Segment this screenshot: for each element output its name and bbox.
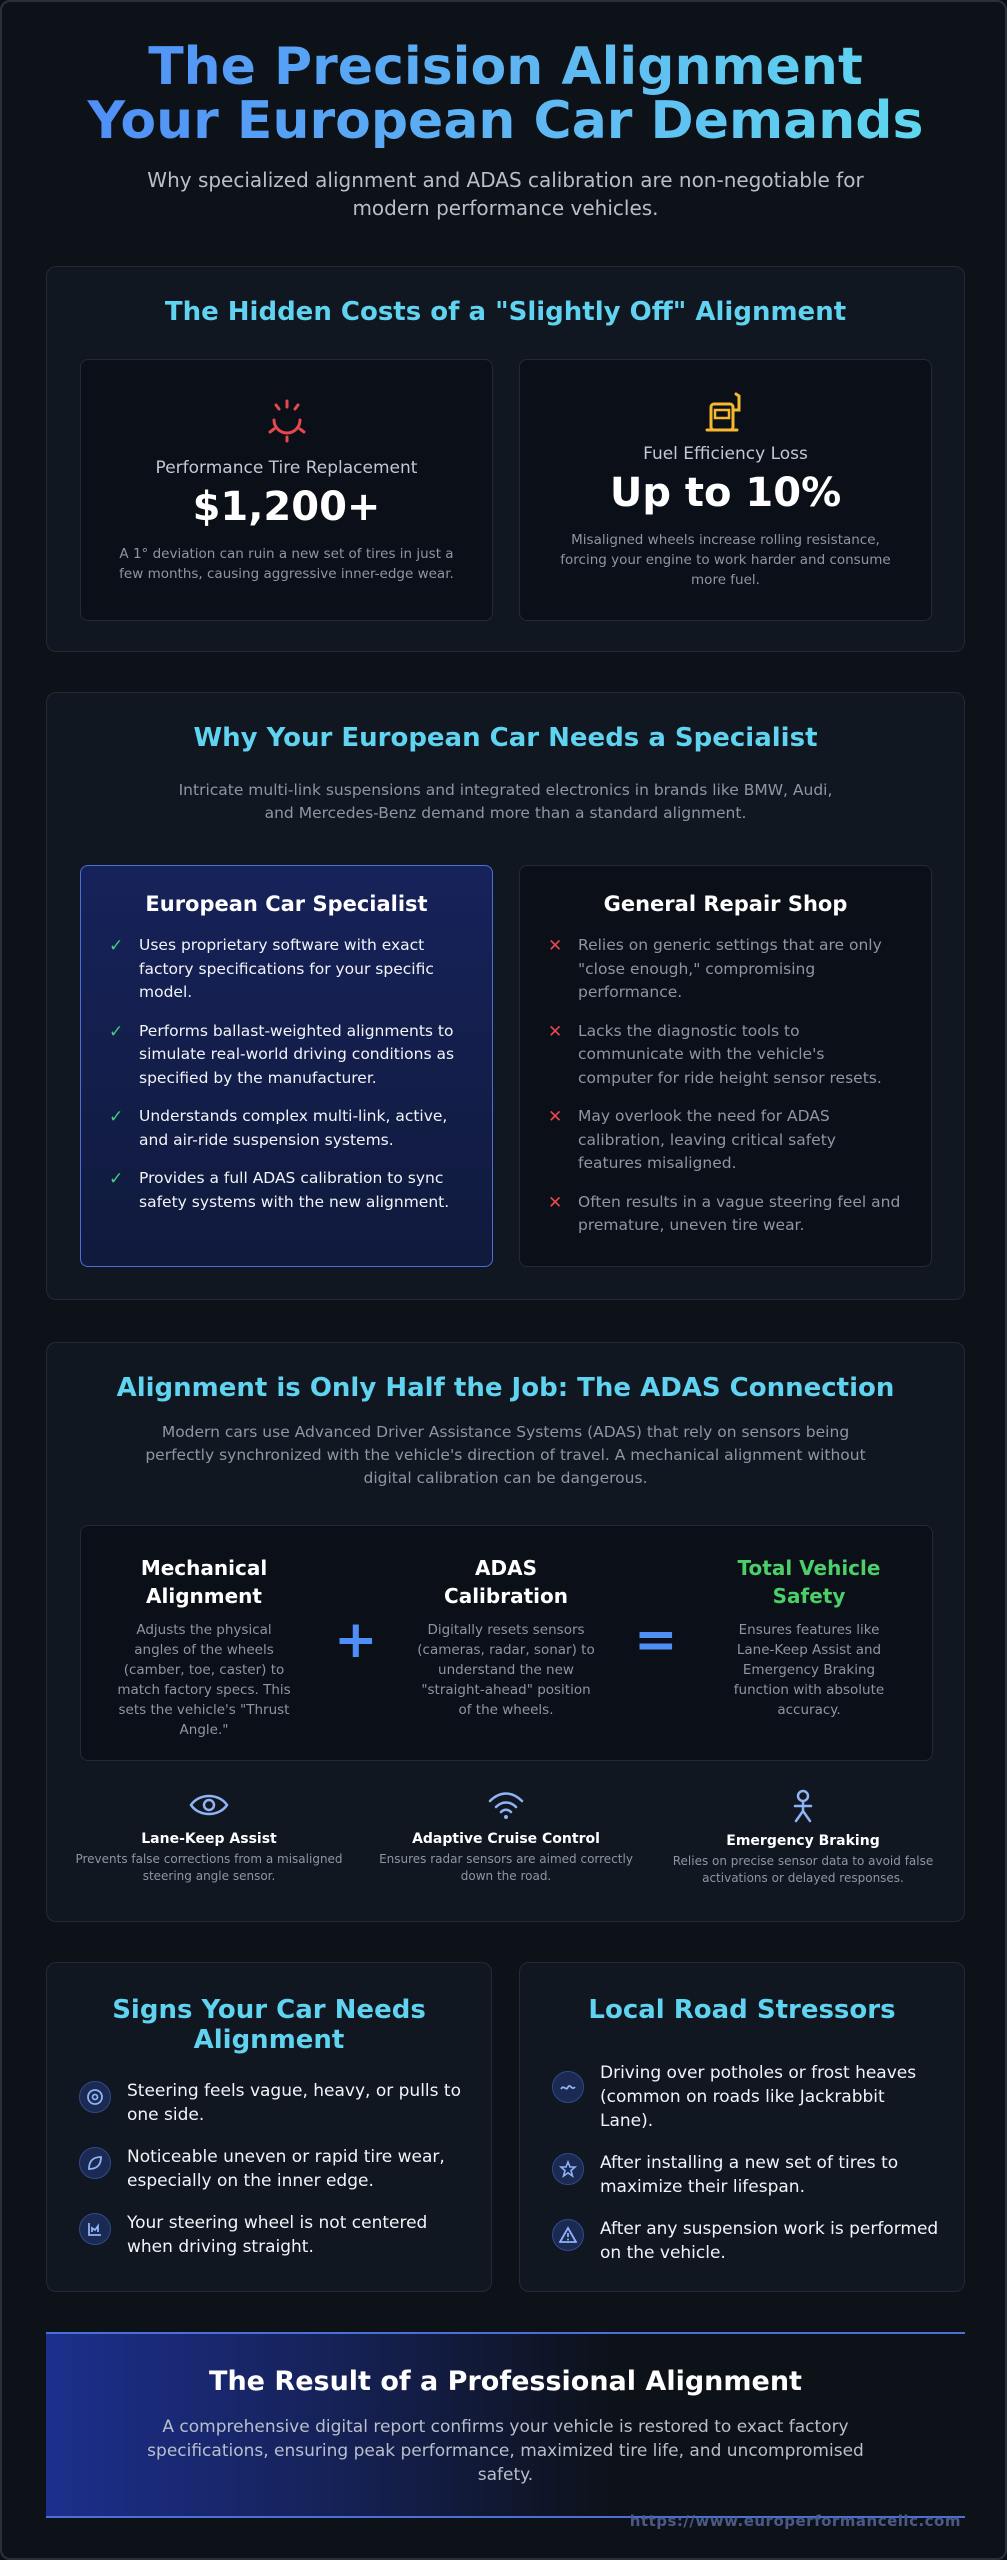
card-title: European Car Specialist <box>145 892 428 916</box>
adas-calibration-step <box>416 1554 596 1720</box>
step-description: Digitally resets sensors (cameras, radar, sonar) to understand the new "straight-ahead" position of the wheels. <box>417 1622 595 1718</box>
general-shop-card <box>519 865 932 1267</box>
step-title: Total Vehicle Safety <box>737 1556 881 1608</box>
warning-triangle-icon <box>552 2219 584 2251</box>
step-description: Ensures features like Lane-Keep Assist and Emergency Braking function with absolute accuracy. <box>733 1622 885 1718</box>
cross-icon: ✕ <box>548 1192 563 1213</box>
list-item: ✕ May overlook the need for ADAS calibration, leaving critical safety features misaligned. <box>548 1107 836 1172</box>
signs-list <box>79 2079 469 2259</box>
check-icon: ✓ <box>109 1021 124 1042</box>
feature-description: Prevents false corrections from a misaligned steering angle sensor. <box>75 1852 343 1883</box>
stat-value: Up to 10% <box>609 470 842 516</box>
feature-title: Adaptive Cruise Control <box>412 1831 600 1847</box>
list-item: Driving over potholes or frost heaves (common on roads like Jackrabbit Lane). <box>552 2061 942 2133</box>
card-title: General Repair Shop <box>603 892 848 916</box>
stat-label: Fuel Efficiency Loss <box>643 444 808 464</box>
footer-url[interactable]: https://www.europerformancellc.com <box>629 2512 961 2530</box>
stressors-list <box>552 2061 942 2265</box>
section-intro: Modern cars use Advanced Driver Assistance Systems (ADAS) that rely on sensors being perfectly synchronized with the vehicle's direction of travel. A mechanical alignment without digital calibration can be dangerous. <box>145 1423 866 1487</box>
list-item: ✕ Often results in a vague steering feel and premature, uneven tire wear. <box>548 1192 901 1234</box>
steering-wheel-icon <box>79 2081 111 2113</box>
adas-section <box>46 1342 965 1922</box>
list-item: ✕ Lacks the diagnostic tools to communicate with the vehicle's computer for ride height sensor resets. <box>548 1021 882 1087</box>
general-list <box>548 934 904 1238</box>
stat-value: $1,200+ <box>192 484 381 530</box>
cross-icon: ✕ <box>548 936 563 956</box>
list-item: After installing a new set of tires to maximize their lifespan. <box>552 2151 942 2199</box>
check-icon: ✓ <box>109 1107 124 1127</box>
list-item: ✕ Relies on generic settings that are only "close enough," compromising performance. <box>548 936 882 1001</box>
list-item: ✓ Provides a full ADAS calibration to sync safety systems with the new alignment. <box>109 1169 450 1211</box>
section-intro: Intricate multi-link suspensions and integrated electronics in brands like BMW, Audi, and Mercedes-Benz demand more than a standard alignment. <box>178 781 833 822</box>
tire-cost-card <box>80 359 493 621</box>
mechanical-alignment-step <box>114 1554 294 1740</box>
cross-icon: ✕ <box>548 1107 563 1127</box>
list-item: ✓ Understands complex multi-link, active, and air-ride suspension systems. <box>109 1107 448 1149</box>
list-item: Noticeable uneven or rapid tire wear, especially on the inner edge. <box>79 2145 469 2193</box>
fuel-loss-card <box>519 359 932 621</box>
feature-lane-keep <box>74 1789 344 1885</box>
section-title: Alignment is Only Half the Job: The ADAS Connection <box>116 1373 895 1403</box>
list-item: After any suspension work is performed on the vehicle. <box>552 2217 942 2265</box>
result-text: A comprehensive digital report confirms your vehicle is restored to exact factory specifications, ensuring peak performance, maximized tire life, and uncompromised safety. <box>147 2417 864 2485</box>
check-icon: ✓ <box>109 1169 124 1189</box>
stat-description: Misaligned wheels increase rolling resistance, forcing your engine to work harder and consume more fuel. <box>560 532 891 588</box>
list-item: Steering feels vague, heavy, or pulls to one side. <box>79 2079 469 2127</box>
step-title: ADAS Calibration <box>444 1556 568 1608</box>
specialist-list <box>109 934 465 1214</box>
hidden-costs-section <box>46 266 965 652</box>
feature-description: Relies on precise sensor data to avoid false activations or delayed responses. <box>672 1854 934 1885</box>
list-item: Your steering wheel is not centered when driving straight. <box>79 2211 469 2259</box>
feature-title: Lane-Keep Assist <box>141 1831 277 1847</box>
specialist-section <box>46 692 965 1300</box>
equals-operator: = <box>634 1610 678 1670</box>
section-title: Signs Your Car Needs Alignment <box>112 1995 426 2055</box>
plus-operator: + <box>334 1610 378 1670</box>
stressors-section <box>519 1962 965 2292</box>
signs-section <box>46 1962 492 2292</box>
radar-waves-icon <box>486 1789 526 1821</box>
specialist-card <box>80 865 493 1267</box>
feature-emergency-braking <box>668 1789 938 1887</box>
alignment-equation <box>80 1525 933 1761</box>
feature-title: Emergency Braking <box>726 1833 880 1849</box>
step-title: Mechanical Alignment <box>140 1556 268 1608</box>
list-item: ✓ Performs ballast-weighted alignments to simulate real-world driving conditions as specified by the manufacturer. <box>109 1021 455 1087</box>
result-banner <box>46 2332 965 2518</box>
section-title: The Hidden Costs of a "Slightly Off" Alignment <box>164 297 847 327</box>
stat-description: A 1° deviation can ruin a new set of tires in just a few months, causing aggressive inner-edge wear. <box>119 546 454 582</box>
off-center-icon <box>79 2213 111 2245</box>
total-safety-step <box>719 1554 899 1720</box>
fuel-pump-icon <box>701 388 751 438</box>
check-icon: ✓ <box>109 936 124 956</box>
page-subtitle: Why specialized alignment and ADAS calibration are non-negotiable for modern performance vehicles. <box>147 168 864 220</box>
page-title: The Precision Alignment Your European Car Demands <box>76 40 936 148</box>
hero <box>2 37 1007 222</box>
section-title: Why Your European Car Needs a Specialist <box>193 723 818 753</box>
pothole-icon <box>552 2071 584 2103</box>
feature-adaptive-cruise <box>371 1789 641 1885</box>
cross-icon: ✕ <box>548 1021 563 1042</box>
star-icon <box>552 2153 584 2185</box>
person-braking-icon <box>783 1789 823 1823</box>
tire-wear-icon <box>79 2147 111 2179</box>
feature-description: Ensures radar sensors are aimed correctly down the road. <box>379 1852 633 1883</box>
eye-icon <box>189 1789 229 1821</box>
stat-label: Performance Tire Replacement <box>155 458 418 478</box>
step-description: Adjusts the physical angles of the wheels (camber, toe, caster) to match factory specs. This sets the vehicle's "Thrust Angle." <box>117 1622 291 1738</box>
section-title: Local Road Stressors <box>588 1995 896 2025</box>
list-item: ✓ Uses proprietary software with exact factory specifications for your specific model. <box>109 936 434 1001</box>
result-title: The Result of a Professional Alignment <box>209 2366 802 2397</box>
tire-warning-icon <box>262 396 312 446</box>
